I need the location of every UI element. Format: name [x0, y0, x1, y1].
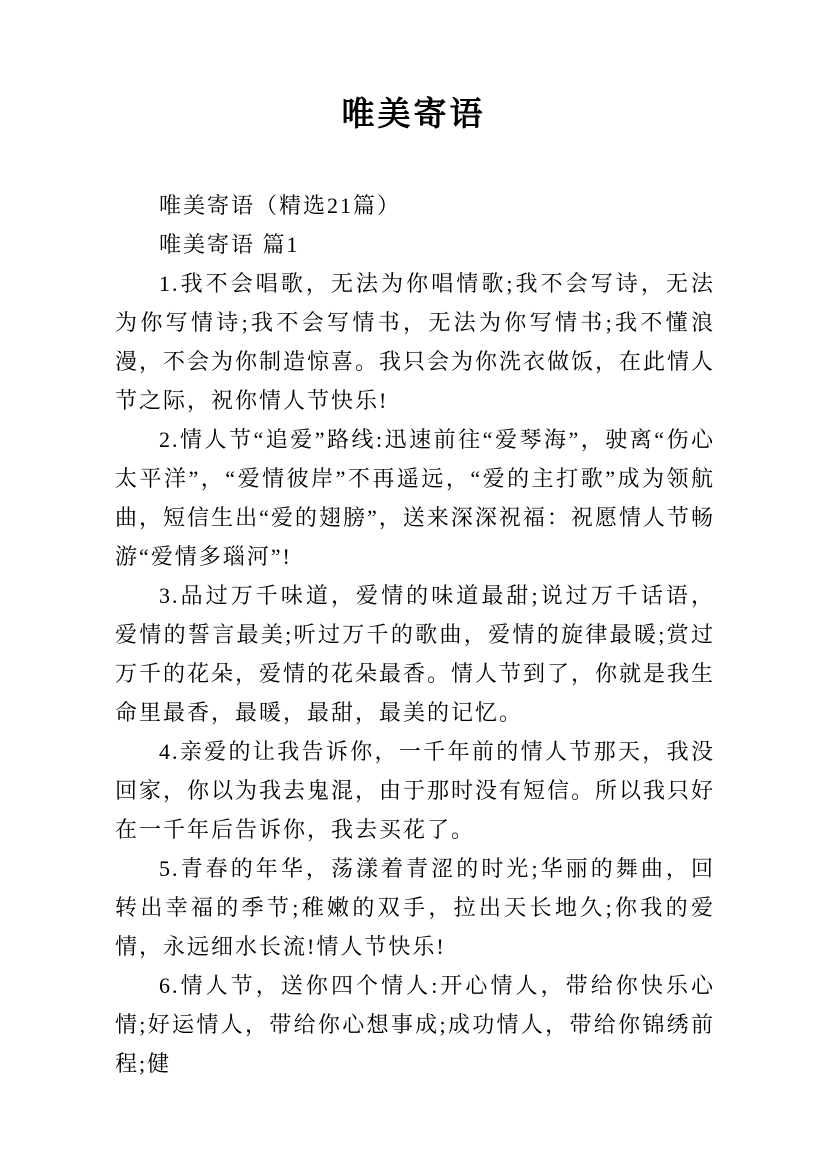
paragraph: 4.亲爱的让我告诉你，一千年前的情人节那天，我没回家，你以为我去鬼混，由于那时没有短信。所以我只好在一千年后告诉你，我去买花了。 — [115, 739, 716, 842]
section-heading: 唯美寄语 篇1 — [159, 232, 300, 257]
paragraph: 3.品过万千味道，爱情的味道最甜;说过万千话语，爱情的誓言最美;听过万千的歌曲，爱情的旋律最暖;赏过万千的花朵，爱情的花朵最香。情人节到了，你就是我生命里最香，最暖，最甜，最美的记忆。 — [115, 583, 716, 725]
document-body — [115, 186, 715, 1083]
document-subtitle: 唯美寄语（精选21篇） — [159, 193, 402, 218]
document-title: 唯美寄语 — [341, 97, 486, 133]
paragraph: 2.情人节“追爱”路线:迅速前往“爱琴海”，驶离“伤心太平洋”，“爱情彼岸”不再遥远，“爱的主打歌”成为领航曲，短信生出“爱的翅膀”，送来深深祝福：祝愿情人节畅游“爱情多瑙河”! — [115, 427, 715, 569]
paragraph: 1.我不会唱歌，无法为你唱情歌;我不会写诗，无法为你写情诗;我不会写情书，无法为你写情书;我不懂浪漫，不会为你制造惊喜。我只会为你洗衣做饭，在此情人节之际，祝你情人节快乐! — [115, 271, 716, 413]
paragraph: 6.情人节，送你四个情人:开心情人，带给你快乐心情;好运情人，带给你心想事成;成功情人，带给你锦绣前程;健 — [115, 973, 715, 1076]
paragraph: 5.青春的年华，荡漾着青涩的时光;华丽的舞曲，回转出幸福的季节;稚嫩的双手，拉出天长地久;你我的爱情，永远细水长流!情人节快乐! — [115, 856, 715, 959]
